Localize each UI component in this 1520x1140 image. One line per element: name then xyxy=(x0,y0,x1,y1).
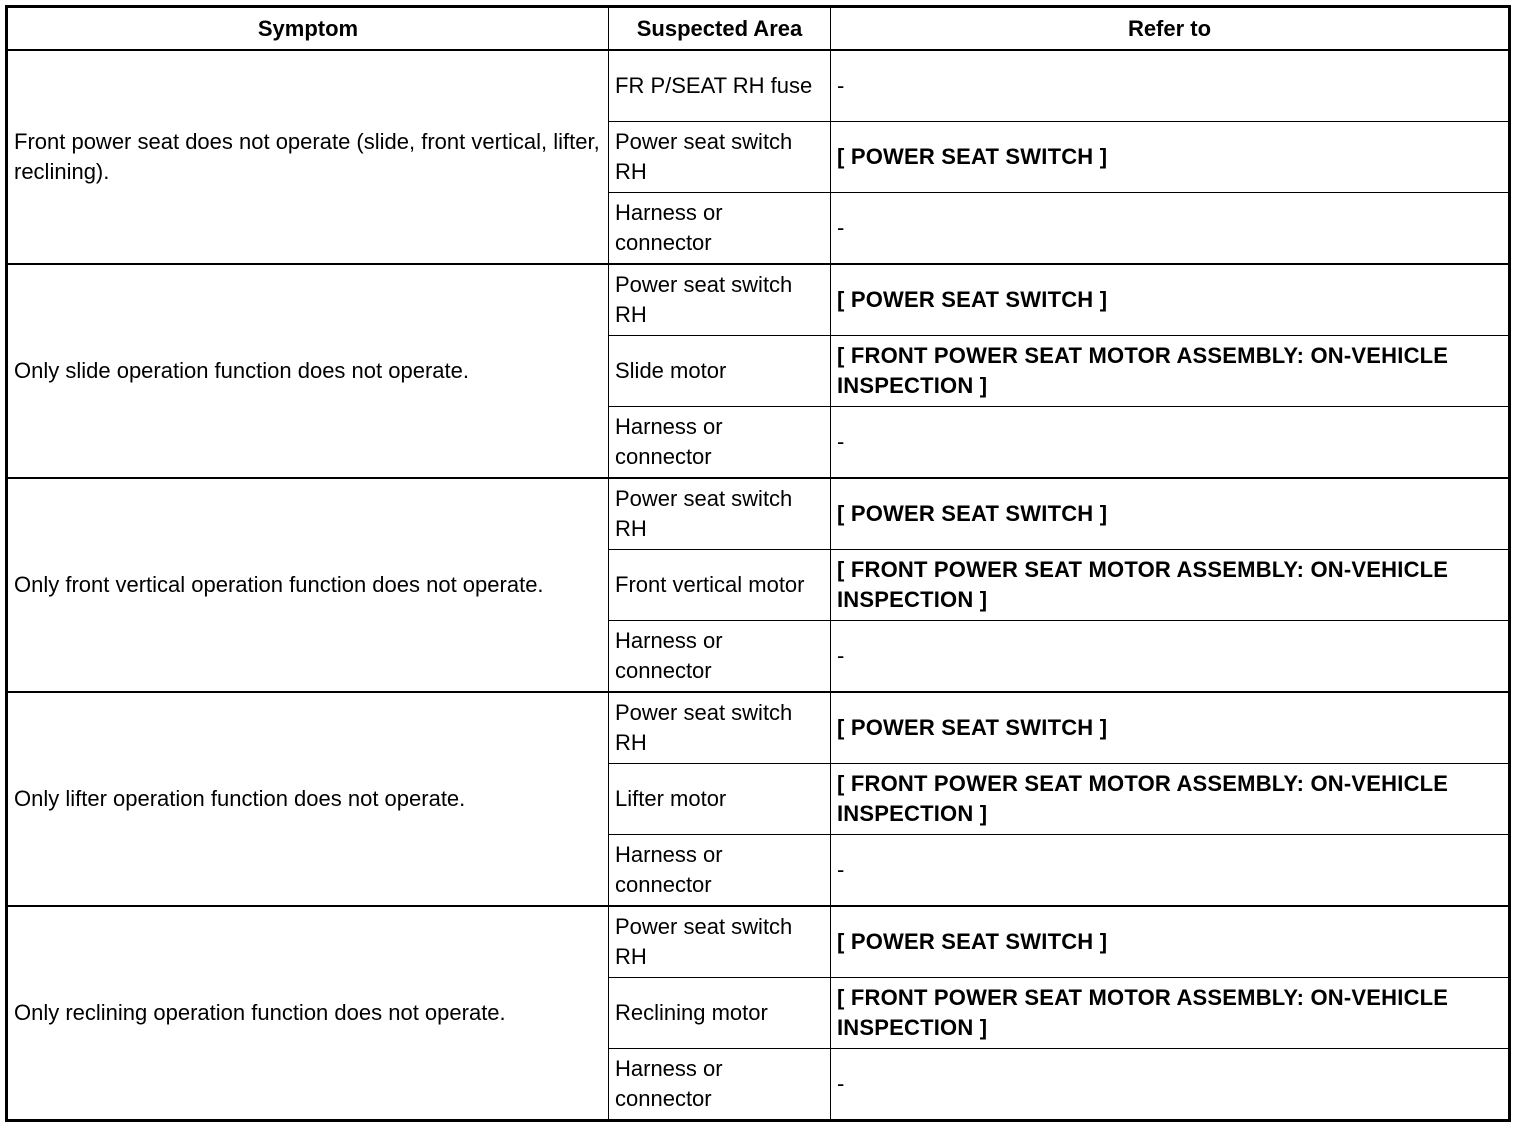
header-symptom: Symptom xyxy=(7,7,609,51)
header-refer-to: Refer to xyxy=(831,7,1510,51)
refer-to-link[interactable]: [ POWER SEAT SWITCH ] xyxy=(831,478,1510,550)
suspected-area-cell: Lifter motor xyxy=(609,764,831,835)
suspected-area-cell: Power seat switch RH xyxy=(609,264,831,336)
refer-to-cell: - xyxy=(831,407,1510,479)
suspected-area-cell: Power seat switch RH xyxy=(609,478,831,550)
suspected-area-cell: FR P/SEAT RH fuse xyxy=(609,50,831,122)
suspected-area-cell: Power seat switch RH xyxy=(609,692,831,764)
header-suspected-area: Suspected Area xyxy=(609,7,831,51)
symptom-cell: Only lifter operation function does not operate. xyxy=(7,692,609,906)
refer-to-cell: - xyxy=(831,1049,1510,1121)
refer-to-link[interactable]: [ FRONT POWER SEAT MOTOR ASSEMBLY: ON-VEHICLE INSPECTION ] xyxy=(831,550,1510,621)
refer-to-cell: - xyxy=(831,835,1510,907)
suspected-area-cell: Harness or connector xyxy=(609,1049,831,1121)
suspected-area-cell: Harness or connector xyxy=(609,193,831,265)
symptom-cell: Only front vertical operation function does not operate. xyxy=(7,478,609,692)
symptom-cell: Only reclining operation function does not operate. xyxy=(7,906,609,1121)
table-row xyxy=(7,264,1510,336)
refer-to-link[interactable]: [ FRONT POWER SEAT MOTOR ASSEMBLY: ON-VEHICLE INSPECTION ] xyxy=(831,764,1510,835)
refer-to-link[interactable]: [ FRONT POWER SEAT MOTOR ASSEMBLY: ON-VEHICLE INSPECTION ] xyxy=(831,336,1510,407)
diagnosis-table xyxy=(5,5,1511,1122)
table-row xyxy=(7,478,1510,550)
refer-to-link[interactable]: [ POWER SEAT SWITCH ] xyxy=(831,264,1510,336)
refer-to-link[interactable]: [ POWER SEAT SWITCH ] xyxy=(831,122,1510,193)
table-row xyxy=(7,906,1510,978)
suspected-area-cell: Harness or connector xyxy=(609,835,831,907)
suspected-area-cell: Harness or connector xyxy=(609,621,831,693)
table-row xyxy=(7,50,1510,122)
symptom-cell: Front power seat does not operate (slide, front vertical, lifter, reclining). xyxy=(7,50,609,264)
refer-to-cell: - xyxy=(831,193,1510,265)
symptom-cell: Only slide operation function does not operate. xyxy=(7,264,609,478)
refer-to-link[interactable]: [ POWER SEAT SWITCH ] xyxy=(831,906,1510,978)
header-row xyxy=(7,7,1510,51)
suspected-area-cell: Slide motor xyxy=(609,336,831,407)
refer-to-cell: - xyxy=(831,50,1510,122)
table-body xyxy=(7,50,1510,1121)
suspected-area-cell: Front vertical motor xyxy=(609,550,831,621)
suspected-area-cell: Reclining motor xyxy=(609,978,831,1049)
suspected-area-cell: Power seat switch RH xyxy=(609,122,831,193)
refer-to-link[interactable]: [ POWER SEAT SWITCH ] xyxy=(831,692,1510,764)
table-row xyxy=(7,692,1510,764)
refer-to-link[interactable]: [ FRONT POWER SEAT MOTOR ASSEMBLY: ON-VEHICLE INSPECTION ] xyxy=(831,978,1510,1049)
suspected-area-cell: Harness or connector xyxy=(609,407,831,479)
refer-to-cell: - xyxy=(831,621,1510,693)
suspected-area-cell: Power seat switch RH xyxy=(609,906,831,978)
